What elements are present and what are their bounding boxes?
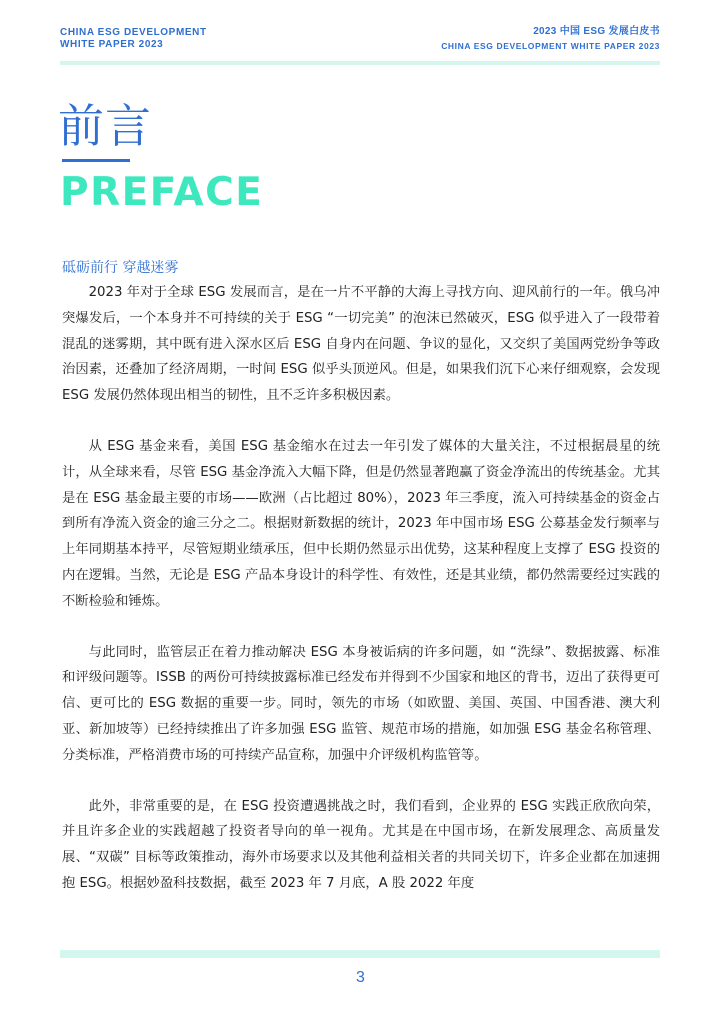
header-right-cn: 2023 中国 ESG 发展白皮书: [533, 26, 660, 37]
paragraph-4: 此外，非常重要的是，在 ESG 投资遭遇挑战之时，我们看到，企业界的 ESG 实践正欣欣向荣，并且许多企业的实践超越了投资者导向的单一视角。尤其是在中国市场，在新发展理念、高质量发展、“双碳” 目标等政策推动，海外市场要求以及其他利益相关者的共同关切下，许多企业都在加速拥抱 ESG。根据妙盈科技数据，截至 2023 年 7 月底，A 股 2022 年度: [62, 798, 660, 891]
header-left-line2: WHITE PAPER 2023: [60, 39, 164, 50]
header-right-en: CHINA ESG DEVELOPMENT WHITE PAPER 2023: [441, 41, 660, 51]
page-number: 3: [356, 969, 365, 986]
header-left-title: [60, 27, 207, 51]
header-divider: [60, 61, 660, 65]
footer-bar: [60, 950, 660, 958]
page-title-en: PREFACE: [60, 170, 264, 215]
paragraph-1: 2023 年对于全球 ESG 发展而言，是在一片不平静的大海上寻找方向、迎风前行的一年。俄乌冲突爆发后，一个本身并不可持续的关于 ESG “一切完美” 的泡沫已然破灭，ESG 似乎进入了一段带着混乱的迷雾期，其中既有进入深水区后 ESG 自身内在问题、争议的显化，又交织了美国两党纷争等政治因素，还叠加了经济周期，一时间 ESG 似乎头顶逆风。但是，如果我们沉下心来仔细观察，会发现 ESG 发展仍然体现出相当的韧性，且不乏许多积极因素。: [62, 285, 660, 404]
header-right-title: [441, 25, 660, 53]
title-underline: [62, 159, 130, 162]
paragraph-2: 从 ESG 基金来看，美国 ESG 基金缩水在过去一年引发了媒体的大量关注，不过根据晨星的统计，从全球来看，尽管 ESG 基金净流入大幅下降，但是仍然显著跑赢了资金净流出的传统基金。尤其是在 ESG 基金最主要的市场——欧洲（占比超过 80%），2023 年三季度，流入可持续基金的资金占到所有净流入资金的逾三分之二。根据财新数据的统计，2023 年中国市场 ESG 公募基金发行频率与上年同期基本持平，尽管短期业绩承压，但中长期仍然显示出优势，这某种程度上支撑了 ESG 投资的内在逻辑。当然，无论是 ESG 产品本身设计的科学性、有效性，还是其业绩，都仍然需要经过实践的不断检验和锤炼。: [62, 438, 660, 609]
section-heading: 砥砺前行 穿越迷雾: [62, 260, 179, 276]
page-title-cn: 前言: [58, 99, 152, 153]
article-body: [62, 280, 660, 897]
header-left-line1: CHINA ESG DEVELOPMENT: [60, 27, 207, 38]
paragraph-3: 与此同时，监管层正在着力推动解决 ESG 本身被诟病的许多问题，如 “洗绿”、数据披露、标准和评级问题等。ISSB 的两份可持续披露标准已经发布并得到不少国家和地区的背书，迈出了获得更可信、更可比的 ESG 数据的重要一步。同时，领先的市场（如欧盟、美国、英国、中国香港、澳大利亚、新加坡等）已经持续推出了许多加强 ESG 监管、规范市场的措施，如加强 ESG 基金名称管理、分类标准，严格消费市场的可持续产品宣称，加强中介评级机构监管等。: [62, 644, 660, 763]
